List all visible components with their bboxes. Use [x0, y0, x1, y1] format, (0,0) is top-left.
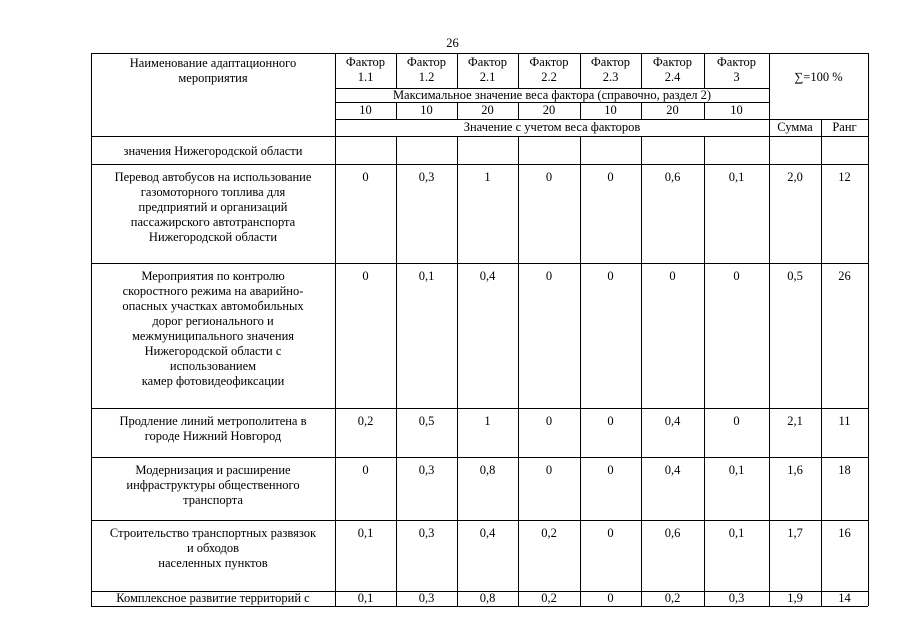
factor-header: 2.2: [541, 70, 557, 84]
factor-value: 0: [545, 170, 553, 184]
factor-header: Фактор: [652, 55, 693, 69]
factor-value: 0,1: [728, 170, 745, 184]
measure-name: Нижегородской области с: [144, 344, 282, 358]
factor-value: 0: [607, 463, 614, 477]
sum-total-label: ∑=100 %: [794, 70, 843, 84]
factor-header: Фактор: [590, 55, 631, 69]
factor-value: 0,3: [418, 170, 435, 184]
measure-name: межмуниципального значения: [131, 329, 295, 343]
name-column-header: мероприятия: [178, 71, 248, 85]
factor-value: 0,1: [418, 269, 435, 283]
row-rule: [91, 263, 868, 264]
column-rule: [769, 53, 770, 606]
factor-value: 0,2: [541, 591, 557, 605]
measure-name: Комплексное развитие территорий с: [116, 591, 310, 605]
measure-name: опасных участках автомобильных: [122, 299, 304, 313]
measure-name: дорог регионального и: [152, 314, 274, 328]
row-rule: [91, 164, 868, 165]
factor-value: 0,3: [418, 591, 435, 605]
factor-header: 3: [733, 70, 740, 84]
rank-value: 16: [838, 526, 851, 540]
factor-value: 0: [607, 526, 614, 540]
measure-name: предприятий и организаций: [138, 200, 288, 214]
sum-value: 1,6: [787, 463, 803, 477]
factor-value: 0,4: [479, 526, 496, 540]
factor-header: Фактор: [716, 55, 757, 69]
factor-value: 0,1: [728, 463, 745, 477]
factor-value: 0,4: [664, 463, 681, 477]
column-rule: [335, 53, 336, 606]
factor-value: 0: [362, 463, 369, 477]
factor-weight: 10: [420, 103, 433, 117]
factor-value: 0: [362, 269, 369, 283]
sum-value: 1,7: [787, 526, 803, 540]
factor-value: 0,8: [479, 591, 496, 605]
factor-weight: 10: [730, 103, 743, 117]
factor-value: 0: [545, 414, 553, 428]
factor-value: 0,1: [357, 526, 374, 540]
measure-name: газомоторного топлива для: [140, 185, 286, 199]
measure-name: скоростного режима на аварийно-: [122, 284, 304, 298]
factor-header: 2.4: [664, 70, 681, 84]
measure-name: инфраструктуры общественного: [126, 478, 300, 492]
measure-name: Строительство транспортных развязок: [109, 526, 317, 540]
weighted-values-label: Значение с учетом веса факторов: [463, 120, 641, 134]
factor-header: Фактор: [345, 55, 386, 69]
max-weight-label: Максимальное значение веса фактора (справочно, раздел 2): [392, 88, 712, 102]
rank-value: 11: [838, 414, 851, 428]
factor-weight: 10: [359, 103, 372, 117]
factor-value: 0: [669, 269, 676, 283]
measure-name: и обходов: [186, 541, 240, 555]
factor-value: 0: [607, 591, 614, 605]
measure-name: камер фотовидеофиксации: [141, 374, 285, 388]
factor-value: 0,6: [664, 526, 681, 540]
factor-header: Фактор: [406, 55, 447, 69]
factor-value: 0,1: [357, 591, 374, 605]
factor-value: 0: [733, 414, 740, 428]
measure-name: Мероприятия по контролю: [141, 269, 285, 283]
factor-header: 2.1: [479, 70, 496, 84]
factor-weight: 10: [604, 103, 617, 117]
table-border-top: [91, 53, 868, 54]
factor-value: 0: [545, 269, 553, 283]
name-column-header: Наименование адаптационного: [129, 56, 297, 70]
rank-column-header: Ранг: [832, 120, 857, 134]
table-border-bottom: [91, 606, 868, 607]
factor-value: 0: [607, 269, 614, 283]
measure-name: Нижегородской области: [148, 230, 278, 244]
row-rule: [91, 520, 868, 521]
rank-value: 18: [838, 463, 851, 477]
sum-value: 2,1: [787, 414, 803, 428]
factor-value: 0,6: [664, 170, 681, 184]
factor-value: 0: [362, 170, 369, 184]
factor-header: 2.3: [602, 70, 619, 84]
factor-header: 1.1: [357, 70, 374, 84]
sum-value: 0,5: [787, 269, 803, 283]
measure-name: использованием: [169, 359, 257, 373]
header-rule: [91, 136, 868, 137]
factor-value: 0,4: [664, 414, 681, 428]
factor-value: 1: [484, 170, 491, 184]
factor-value: 0,3: [418, 526, 435, 540]
measure-name: транспорта: [183, 493, 243, 507]
factor-weight: 20: [666, 103, 679, 117]
measure-name: пассажирского автотранспорта: [130, 215, 296, 229]
measure-name: Модернизация и расширение: [135, 463, 291, 477]
measure-name: населенных пунктов: [158, 556, 268, 570]
factor-value: 0,1: [728, 526, 745, 540]
factor-header: Фактор: [467, 55, 508, 69]
factor-weight: 20: [542, 103, 556, 117]
factor-value: 0,2: [541, 526, 557, 540]
factor-value: 0: [607, 170, 614, 184]
measure-name: городе Нижний Новгород: [144, 429, 282, 443]
factor-value: 0,4: [479, 269, 496, 283]
sum-value: 2,0: [787, 170, 803, 184]
rank-value: 14: [838, 591, 851, 605]
factor-weight: 20: [481, 103, 494, 117]
factor-value: 0,2: [664, 591, 681, 605]
rank-value: 12: [838, 170, 851, 184]
factor-value: 0,2: [357, 414, 374, 428]
table-border-right: [868, 53, 869, 606]
measure-name: значения Нижегородской области: [123, 144, 303, 158]
page-number: 26: [446, 36, 459, 50]
factor-value: 0: [607, 414, 614, 428]
measure-name: Перевод автобусов на использование: [114, 170, 312, 184]
row-rule: [91, 408, 868, 409]
factor-value: 0,3: [418, 463, 435, 477]
factor-value: 0,5: [418, 414, 435, 428]
row-rule: [91, 457, 868, 458]
factor-value: 0: [545, 463, 553, 477]
measure-name: Продление линий метрополитена в: [119, 414, 307, 428]
rank-value: 26: [838, 269, 851, 283]
factor-value: 0: [733, 269, 740, 283]
factor-header: Фактор: [529, 55, 569, 69]
factor-value: 0,3: [728, 591, 745, 605]
factor-value: 0,8: [479, 463, 496, 477]
factor-value: 1: [484, 414, 491, 428]
sum-value: 1,9: [787, 591, 803, 605]
sum-column-header: Сумма: [777, 120, 813, 134]
factor-header: 1.2: [418, 70, 435, 84]
